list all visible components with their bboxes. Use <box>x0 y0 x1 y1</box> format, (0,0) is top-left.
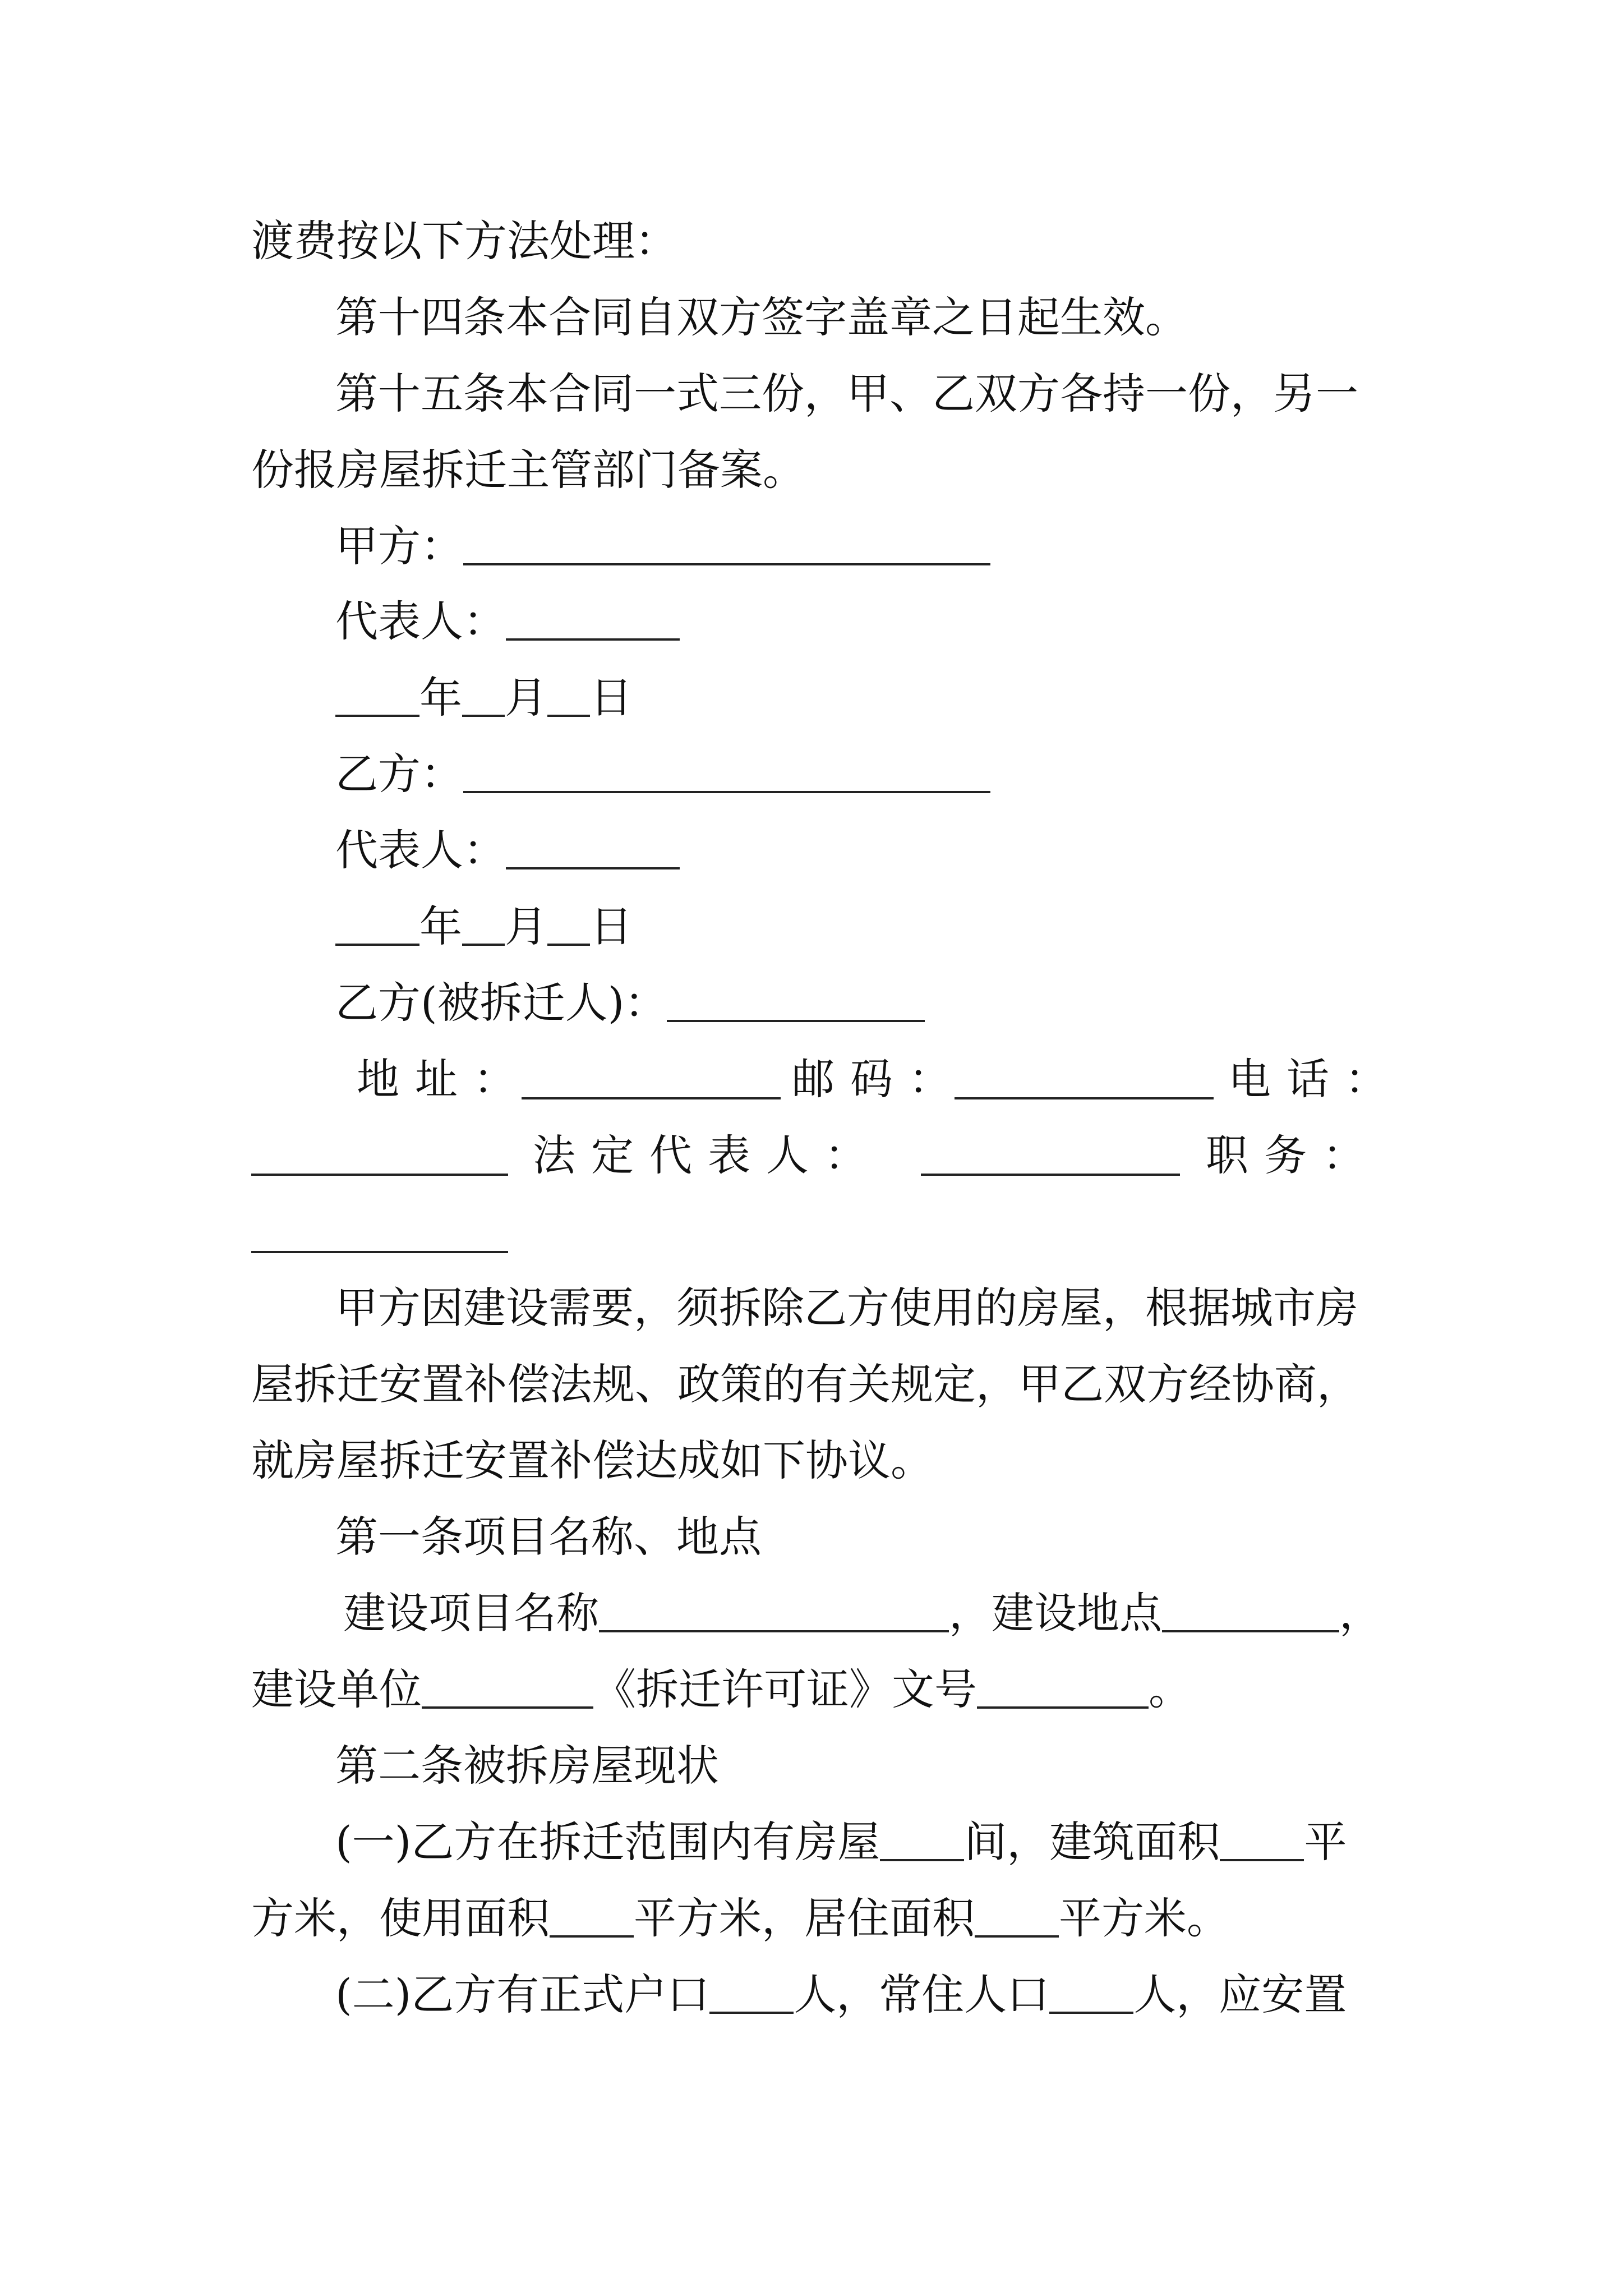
builder-label: 建设单位 <box>251 1664 422 1714</box>
clause-2-row1 <box>335 1970 1347 2019</box>
clause-1-text-e: 平方米，居住面积 <box>634 1893 975 1943</box>
permit-label: 《拆迁许可证》文号 <box>593 1664 977 1714</box>
rep-a-label: 代表人： <box>335 596 506 646</box>
party-a-row <box>335 521 990 571</box>
month-a-label: 月 <box>505 673 547 723</box>
comma: ， <box>1339 1588 1382 1638</box>
rooms-blank[interactable] <box>880 1822 964 1861</box>
party-a-blank[interactable] <box>463 526 990 565</box>
project-name-blank[interactable] <box>599 1593 949 1632</box>
rep-a-row <box>335 596 680 646</box>
year-a-blank[interactable] <box>335 678 419 717</box>
position-label: 职务： <box>1206 1130 1381 1180</box>
postcode-label: 邮码： <box>792 1054 967 1104</box>
year-b-blank[interactable] <box>335 907 419 946</box>
party-b-full-blank[interactable] <box>667 983 925 1022</box>
article-14: 第十四条本合同自双方签字盖章之日起生效。 <box>335 292 1188 342</box>
year-b-label: 年 <box>419 901 462 951</box>
preamble-line3: 就房屋拆迁安置补偿达成如下协议。 <box>251 1435 933 1485</box>
usable-area-blank[interactable] <box>550 1898 634 1938</box>
position-blank[interactable] <box>251 1214 508 1253</box>
party-b-blank[interactable] <box>463 754 990 793</box>
clause-1-text-b: 间，建筑面积 <box>964 1817 1220 1867</box>
clause-1-text-a: (一)乙方在拆迁范围内有房屋 <box>335 1817 880 1867</box>
permit-blank[interactable] <box>977 1669 1149 1709</box>
clause-1-row1 <box>335 1817 1347 1867</box>
day-b-blank[interactable] <box>547 907 590 946</box>
month-b-label: 月 <box>505 901 547 951</box>
phone-label: 电话： <box>1228 1054 1403 1104</box>
address-label: 地址： <box>357 1054 532 1104</box>
article-2-title: 第二条被拆房屋现状 <box>335 1741 719 1791</box>
address-blank[interactable] <box>522 1060 781 1099</box>
rep-b-blank[interactable] <box>506 830 680 869</box>
article-1-title: 第一条项目名称、地点 <box>335 1512 762 1562</box>
clause-2-text-a: (二)乙方有正式户口 <box>335 1970 710 2019</box>
postcode-blank[interactable] <box>955 1060 1214 1099</box>
party-b-label: 乙方： <box>335 749 463 799</box>
rep-b-row <box>335 825 680 875</box>
clause-2-text-b: 人，常住人口 <box>794 1970 1050 2019</box>
resident-people-blank[interactable] <box>1049 1975 1133 2014</box>
party-a-label: 甲方： <box>335 521 463 571</box>
date-b-row <box>335 901 633 951</box>
rep-a-blank[interactable] <box>506 601 680 641</box>
registered-people-blank[interactable] <box>709 1975 794 2014</box>
rep-b-label: 代表人： <box>335 825 506 875</box>
day-b-label: 日 <box>590 901 633 951</box>
building-area-blank[interactable] <box>1220 1822 1304 1861</box>
article-15-line1: 第十五条本合同一式三份，甲、乙双方各持一份，另一 <box>335 369 1358 418</box>
project-location-label: ，建设地点 <box>949 1588 1162 1638</box>
article-1-row2 <box>251 1664 1191 1714</box>
preamble-line1: 甲方因建设需要，须拆除乙方使用的房屋，根据城市房 <box>335 1283 1358 1333</box>
article-1-row1 <box>343 1588 1382 1638</box>
legal-rep-label: 法定代表人： <box>533 1130 883 1180</box>
date-a-row <box>335 673 633 723</box>
day-a-blank[interactable] <box>547 678 590 717</box>
phone-blank[interactable] <box>251 1137 508 1176</box>
day-a-label: 日 <box>590 673 633 723</box>
address-row <box>357 1054 532 1104</box>
clause-1-text-f: 平方米。 <box>1059 1893 1229 1943</box>
living-area-blank[interactable] <box>975 1898 1059 1938</box>
clause-1-text-c: 平 <box>1304 1817 1347 1867</box>
legal-rep-blank[interactable] <box>921 1137 1180 1176</box>
party-b-full-row <box>335 978 925 1028</box>
text-line: 渡费按以下方法处理： <box>251 216 677 266</box>
clause-1-text-d: 方米，使用面积 <box>251 1893 550 1943</box>
year-a-label: 年 <box>419 673 462 723</box>
article-15-line2: 份报房屋拆迁主管部门备案。 <box>251 445 805 495</box>
party-b-row <box>335 749 990 799</box>
clause-2-text-c: 人，应安置 <box>1133 1970 1347 2019</box>
month-b-blank[interactable] <box>462 907 505 946</box>
project-name-label: 建设项目名称 <box>343 1588 599 1638</box>
party-b-full-label: 乙方(被拆迁人)： <box>335 978 667 1028</box>
period: 。 <box>1149 1664 1191 1714</box>
month-a-blank[interactable] <box>462 678 505 717</box>
clause-1-row2 <box>251 1893 1229 1943</box>
builder-blank[interactable] <box>422 1669 593 1709</box>
project-location-blank[interactable] <box>1162 1593 1339 1632</box>
preamble-line2: 屋拆迁安置补偿法规、政策的有关规定，甲乙双方经协商， <box>251 1359 1359 1409</box>
